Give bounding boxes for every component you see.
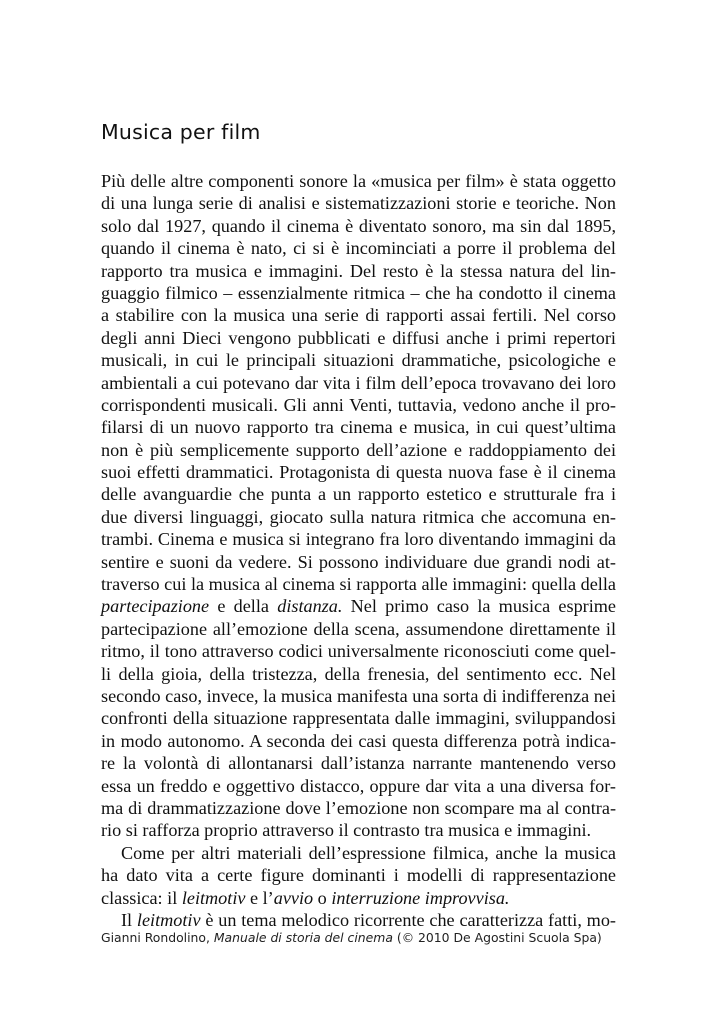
text-line: corrispondenti musicali. Gli anni Venti, tuttavia, vedono anche il pro-: [101, 394, 616, 415]
text-line: sentire e suoni da vedere. Si possono individuare due grandi nodi at-: [101, 551, 616, 572]
text-line: Più delle altre componenti sonore la «musica per film» è stata oggetto: [101, 171, 616, 191]
text-line: di una lunga serie di analisi e sistematizzazioni storie e teoriche. Non: [101, 193, 616, 214]
text-line: musicali, in cui le principali situazioni drammatiche, psicologiche e: [101, 350, 616, 371]
text-line: partecipazione all’emozione della scena, assumendone direttamente il: [101, 618, 616, 639]
text-line: non è più semplicemente supporto dell’azione e raddoppiamento dei: [101, 439, 616, 460]
text-line: suoi effetti drammatici. Protagonista di questa nuova fase è il cinema: [101, 462, 616, 483]
text-line: quando il cinema è nato, ci si è incominciati a porre il problema del: [101, 238, 616, 259]
text-line: a stabilire con la musica una serie di rapporti assai fertili. Nel corso: [101, 305, 616, 326]
text-line: classica: il leitmotiv e l’avvio o interruzione improvvisa.: [101, 887, 510, 908]
italic-term: distanza.: [277, 596, 343, 617]
text-line: re la volontà di allontanarsi dall’istanza narrante mantenendo verso: [101, 753, 616, 774]
text-line: partecipazione e della distanza. Nel primo caso la musica esprime: [101, 596, 616, 617]
italic-term: partecipazione: [101, 596, 210, 617]
text-line: trambi. Cinema e musica si integrano fra loro diventando immagini da: [101, 529, 616, 550]
text-line: rapporto tra musica e immagini. Del resto è la stessa natura del lin-: [101, 260, 616, 281]
text-line: ambientali a cui potevano dar vita i film dell’epoca trovavano dei loro: [101, 372, 616, 393]
text-line: due diversi linguaggi, giocato sulla natura ritmica che accomuna en-: [101, 506, 616, 527]
italic-term: avvio: [273, 887, 314, 908]
text-line: solo dal 1927, quando il cinema è diventato sonoro, ma sin dal 1895,: [101, 215, 616, 236]
text-line: confronti della situazione rappresentata dalle immagini, sviluppandosi: [101, 708, 616, 729]
text-line: traverso cui la musica al cinema si rapporta alle immagini: quella della: [101, 574, 616, 595]
text-line: delle avanguardie che punta a un rapporto estetico e strutturale fra i: [101, 484, 616, 505]
text-line: li della gioia, della tristezza, della frenesia, del sentimento ecc. Nel: [101, 663, 616, 684]
text-line: Come per altri materiali dell’espressione filmica, anche la musica: [121, 842, 616, 863]
italic-term: interruzione improvvisa.: [331, 887, 510, 908]
text-line: ritmo, il tono attraverso codici universalmente riconosciuti come quel-: [101, 641, 616, 662]
italic-term: leitmotiv: [136, 909, 201, 930]
body-text: [101, 170, 616, 931]
text-line: in modo autonomo. A seconda dei casi questa differenza potrà indica-: [101, 730, 616, 751]
text-line: guaggio filmico – essenzialmente ritmica – che ha condotto il cinema: [101, 282, 616, 303]
text-line: essa un freddo e oggettivo distacco, oppure dar vita a una diversa for-: [101, 775, 616, 796]
book-title: Manuale di storia del cinema: [213, 930, 393, 945]
text-line: secondo caso, invece, la musica manifesta una sorta di indifferenza nei: [101, 685, 616, 706]
text-line: filarsi di un nuovo rapporto tra cinema e musica, in cui quest’ultima: [101, 417, 616, 438]
text-line: ma di drammatizzazione dove l’emozione non scompare ma al contra-: [101, 797, 616, 818]
source-citation: Gianni Rondolino, Manuale di storia del cinema (© 2010 De Agostini Scuola Spa): [101, 930, 602, 945]
section-title: Musica per film: [101, 120, 261, 144]
text-line: rio si rafforza proprio attraverso il contrasto tra musica e immagini.: [101, 820, 592, 841]
text-line: degli anni Dieci vengono pubblicati e diffusi anche i primi repertori: [101, 327, 616, 348]
italic-term: leitmotiv: [181, 887, 246, 908]
text-line: ha dato vita a certe figure dominanti i modelli di rappresentazione: [101, 865, 616, 886]
text-line: Il leitmotiv è un tema melodico ricorrente che caratterizza fatti, mo-: [121, 909, 616, 930]
